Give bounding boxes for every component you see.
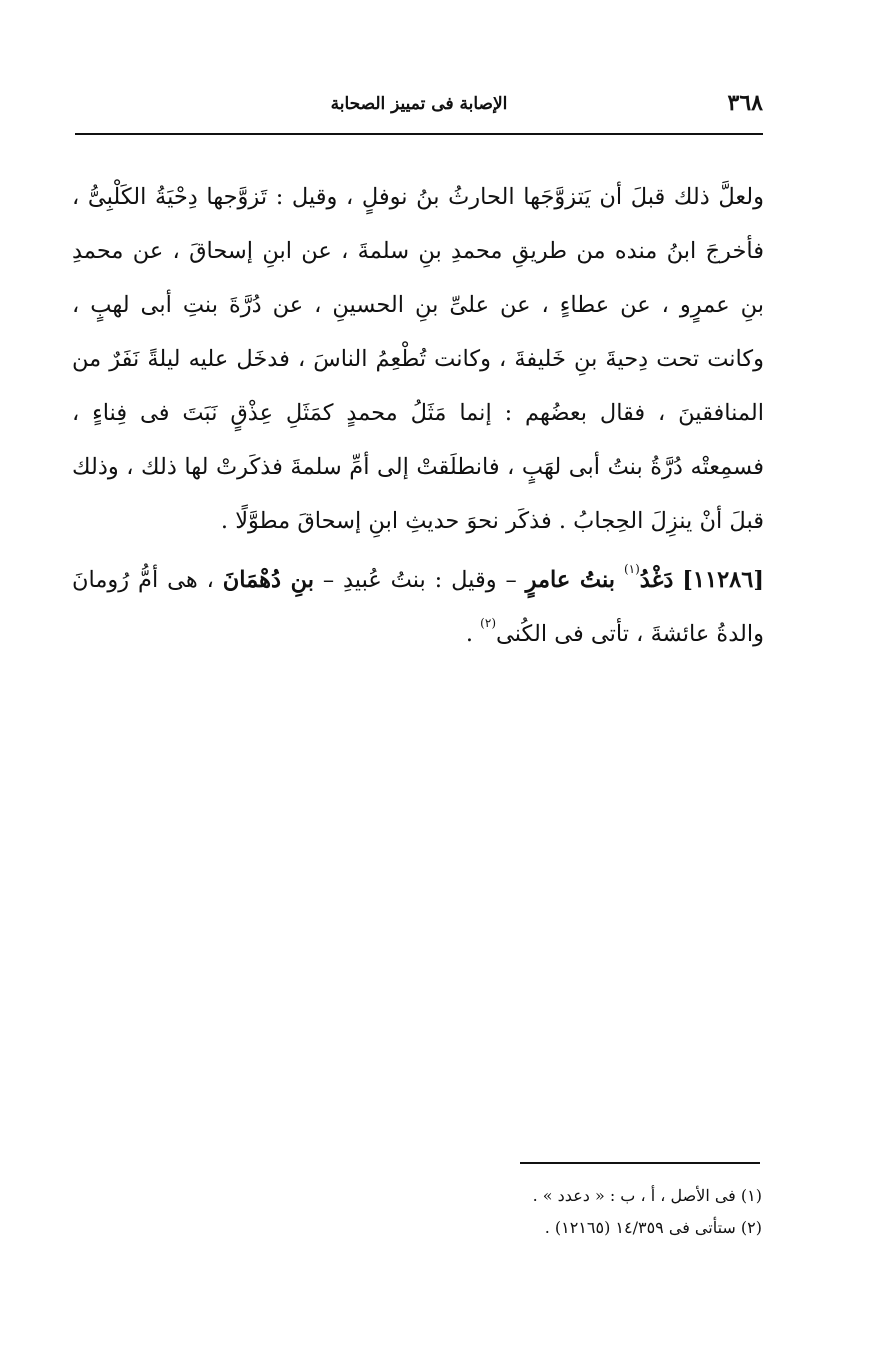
paragraph: ولعلَّ ذلك قبلَ أن يَتزوَّجَها الحارثُ بنُ نوفلٍ ، وقيل : تَزوَّجها دِحْيَةُ الكَلْبِىُّ ، فأخرجَ ابنُ منده من طريقِ محمدِ بنِ سلمةَ ، عن ابنِ إسحاقَ ، عن محمدِ بنِ عمرٍو ، عن عطاءٍ ، عن علىِّ بنِ الحسينِ ، عن دُرَّةَ بنتِ أبى لهبٍ ، وكانت تحت دِحيةَ بنِ خَليفةَ ، وكانت تُطْعِمُ الناسَ ، فدخَل عليه ليلةً نَفَرٌ من المنافقينَ ، فقال بعضُهم : إنما مَثَلُ محمدٍ كمَثَلِ عِذْقٍ نَبَتَ فى فِناءٍ ، فسمِعتْه دُرَّةُ بنتُ أبى لهَبٍ ، فانطلَقتْ إلى أمِّ سلمةَ فذكَرتْ لها ذلك ، وذلك قبلَ أنْ ينزِلَ الحِجابُ . فذكَر نحوَ حديثِ ابنِ إسحاقَ مطوَّلًا . <box>72 184 764 534</box>
entry-grandfather: بنِ دُهْمَانَ <box>222 567 314 593</box>
page-header <box>75 88 763 128</box>
footnotes <box>380 1180 762 1244</box>
footnote-ref: (٢) <box>480 616 496 630</box>
footnote: (٢) ستأتى فى ١٤/٣٥٩ (١٢١٦٥) . <box>544 1218 762 1237</box>
entry-continuation: ، هى أمُّ رُومانَ والدةُ عائشةَ ، تأتى فى الكُنى <box>72 567 764 647</box>
running-title: الإصابة فى تمييز الصحابة <box>330 94 508 114</box>
header-rule <box>75 133 763 135</box>
main-text <box>72 170 764 661</box>
footnote-ref: (١) <box>623 562 640 576</box>
entry-father: بنتُ عامرٍ <box>525 567 616 593</box>
page-number: ٣٦٨ <box>727 90 763 116</box>
entry-middle: – وقيل : بنتُ عُبيدِ – <box>313 567 526 593</box>
footnote-rule <box>520 1162 760 1164</box>
biography-entry <box>72 553 764 661</box>
footnote: (١) فى الأصل ، أ ، ب : « دعدد » . <box>532 1186 762 1205</box>
entry-end: . <box>465 621 481 647</box>
entry-number: [١١٢٨٦] <box>682 567 765 593</box>
entry-name: دَغْدُ <box>639 567 674 593</box>
